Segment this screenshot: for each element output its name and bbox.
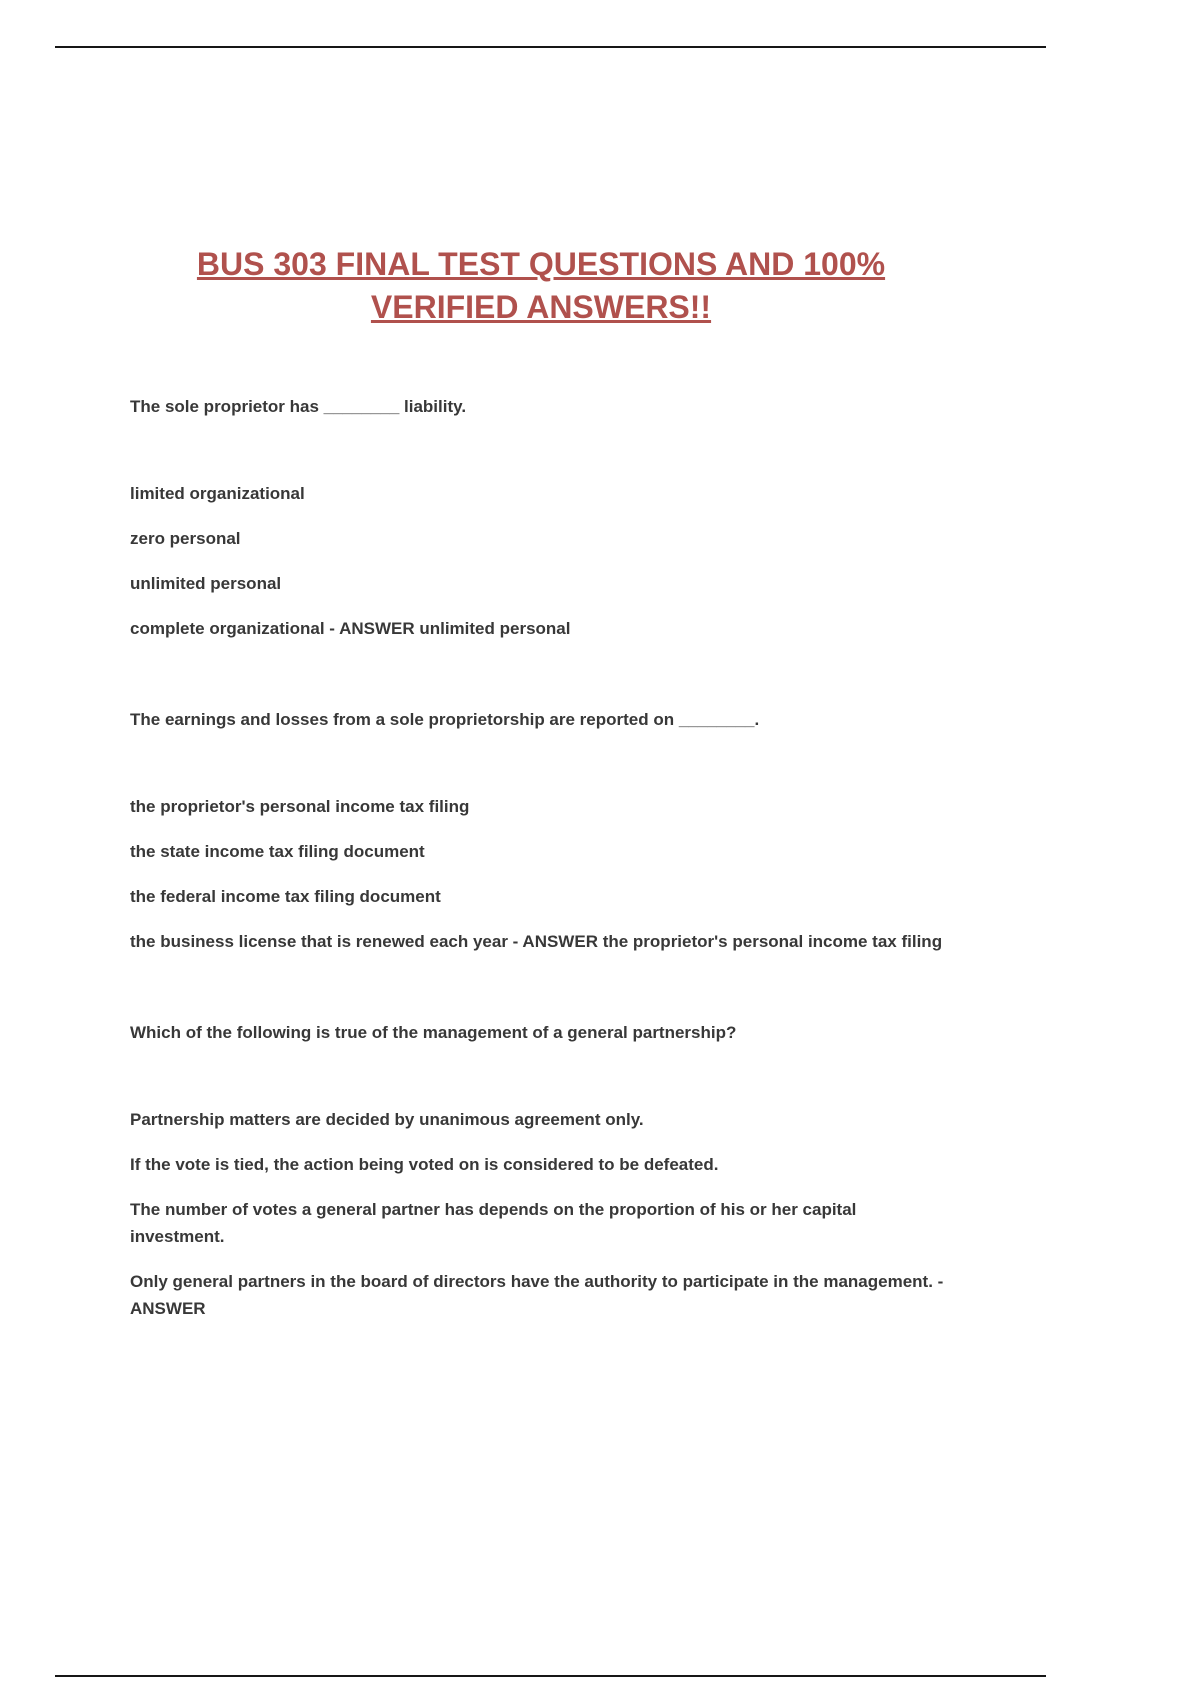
document-content xyxy=(130,0,952,1322)
option-answer-text: complete organizational - ANSWER unlimited personal xyxy=(130,619,571,639)
document-title xyxy=(130,243,952,329)
question-block-2 xyxy=(130,706,952,955)
question-text: The earnings and losses from a sole proprietorship are reported on ________. xyxy=(130,710,760,730)
option-text: If the vote is tied, the action being voted on is considered to be defeated. xyxy=(130,1155,719,1175)
question-block-1 xyxy=(130,393,952,642)
option-text: unlimited personal xyxy=(130,574,282,594)
option-text: the state income tax filing document xyxy=(130,842,425,862)
question-text: Which of the following is true of the management of a general partnership? xyxy=(130,1023,737,1043)
option-text: the federal income tax filing document xyxy=(130,887,441,907)
option-text: the proprietor's personal income tax filing xyxy=(130,797,470,817)
option-text: Partnership matters are decided by unanimous agreement only. xyxy=(130,1110,644,1130)
option-answer-text: Only general partners in the board of directors have the authority to participate in the management. - ANSWER xyxy=(130,1272,944,1319)
question-block-3 xyxy=(130,1019,952,1322)
option-answer-text: the business license that is renewed each year - ANSWER the proprietor's personal income tax filing xyxy=(130,932,943,952)
option-text: zero personal xyxy=(130,529,241,549)
title-line-1: BUS 303 FINAL TEST QUESTIONS AND 100% xyxy=(196,246,886,282)
question-text: The sole proprietor has ________ liability. xyxy=(130,397,467,417)
option-text: The number of votes a general partner has depends on the proportion of his or her capital investment. xyxy=(130,1200,857,1247)
footer-rule xyxy=(55,1675,1046,1677)
option-text: limited organizational xyxy=(130,484,305,504)
title-line-2: VERIFIED ANSWERS!! xyxy=(370,289,712,326)
